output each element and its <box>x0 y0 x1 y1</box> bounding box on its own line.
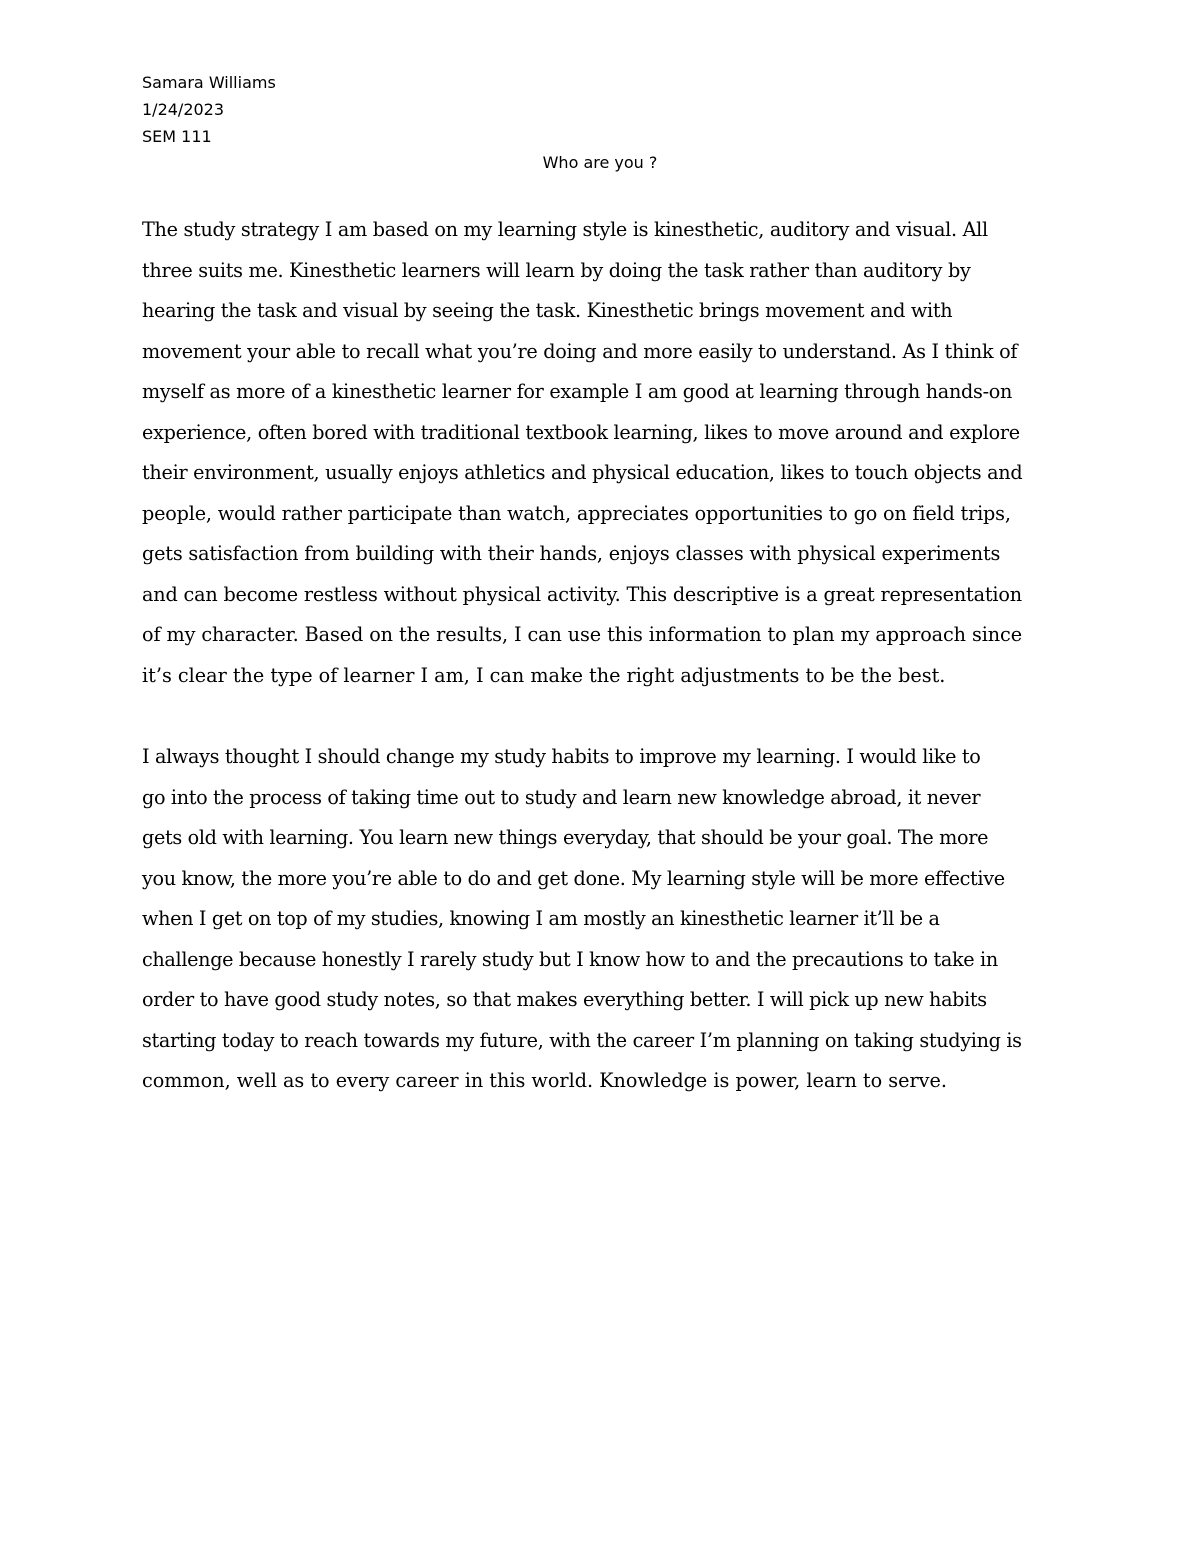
paragraph-2 <box>142 737 1022 1102</box>
paragraph-line: when I get on top of my studies, knowing I am mostly an kinesthetic learner it’ll be a <box>142 907 940 930</box>
paragraph-line: it’s clear the type of learner I am, I can make the right adjustments to be the best. <box>142 663 946 687</box>
paragraph-line: movement your able to recall what you’re doing and more easily to understand. As I think of <box>142 339 1018 363</box>
paragraph-line: gets satisfaction from building with their hands, enjoys classes with physical experiments <box>142 542 1001 565</box>
course-code: SEM 111 <box>142 127 212 146</box>
paragraph-line: three suits me. Kinesthetic learners will learn by doing the task rather than auditory by <box>142 258 971 282</box>
paragraph-line: and can become restless without physical activity. This descriptive is a great representation <box>142 582 1022 606</box>
paragraph-line: experience, often bored with traditional textbook learning, likes to move around and explore <box>142 420 1020 444</box>
paragraph-line: common, well as to every career in this world. Knowledge is power, learn to serve. <box>142 1069 947 1092</box>
paragraph-line: The study strategy I am based on my learning style is kinesthetic, auditory and visual. All <box>142 218 988 241</box>
document-date: 1/24/2023 <box>142 100 225 119</box>
paragraph-line: go into the process of taking time out to study and learn new knowledge abroad, it never <box>142 785 981 809</box>
paragraph-line: hearing the task and visual by seeing the task. Kinesthetic brings movement and with <box>142 299 953 322</box>
document-title: Who are you ? <box>542 153 658 172</box>
paragraph-line: of my character. Based on the results, I can use this information to plan my approach since <box>142 623 1022 646</box>
paragraph-1 <box>142 210 1022 696</box>
paragraph-line: people, would rather participate than watch, appreciates opportunities to go on field trips, <box>142 501 1011 525</box>
paragraph-line: I always thought I should change my study habits to improve my learning. I would like to <box>142 745 981 768</box>
paragraph-line: gets old with learning. You learn new things everyday, that should be your goal. The more <box>142 826 989 849</box>
paragraph-line: starting today to reach towards my future, with the career I’m planning on taking studying is <box>142 1028 1022 1052</box>
author-name: Samara Williams <box>142 73 276 92</box>
paragraph-line: their environment, usually enjoys athletics and physical education, likes to touch objects and <box>142 461 1023 484</box>
paragraph-line: challenge because honestly I rarely study but I know how to and the precautions to take in <box>142 947 998 971</box>
paragraph-line: you know, the more you’re able to do and get done. My learning style will be more effective <box>142 866 1005 890</box>
paragraph-line: order to have good study notes, so that makes everything better. I will pick up new habits <box>142 988 987 1011</box>
paragraph-line: myself as more of a kinesthetic learner for example I am good at learning through hands-on <box>142 380 1013 403</box>
